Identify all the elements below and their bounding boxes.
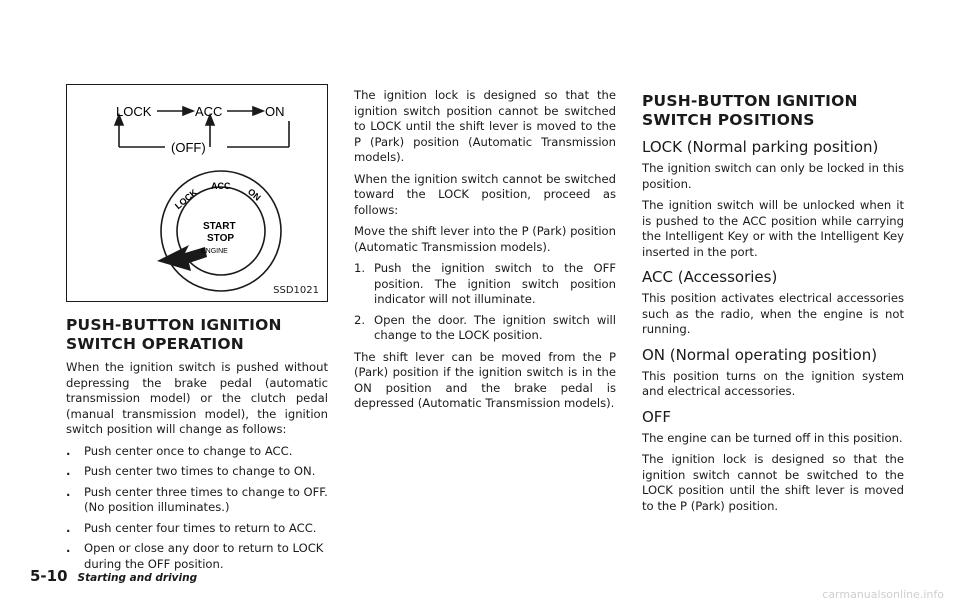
shift-lever-paragraph: The shift lever can be moved from the P (Park) position if the ignition switch is in the ON position and the brake pedal is depressed (Automatic Transmission models). [354, 349, 616, 410]
knob-acc: ACC [211, 181, 231, 191]
lock-heading: LOCK (Normal parking position) [642, 138, 879, 156]
label-acc: ACC [195, 104, 223, 119]
column-right [642, 92, 904, 520]
bullet-item: . Push center two times to change to ON. [66, 464, 316, 478]
operation-bullets [66, 444, 328, 573]
section-name: Starting and driving [77, 572, 198, 584]
label-lock: LOCK [116, 104, 152, 119]
ignition-figure [66, 84, 328, 302]
label-on: ON [265, 104, 285, 119]
watermark: carmanualsonline.info [822, 588, 944, 601]
move-shift-paragraph: Move the shift lever into the P (Park) position (Automatic Transmission models). [354, 224, 616, 254]
lock-design-paragraph: The ignition lock is designed so that the ignition switch position cannot be switched to LOCK until the shift lever is moved to the P (Park) position (Automatic Transmission models). [354, 88, 616, 164]
off-paragraph-1: The engine can be turned off in this position. [642, 430, 903, 445]
cannot-switch-paragraph: When the ignition switch cannot be switched toward the LOCK position, proceed as follows: [354, 171, 616, 217]
procedure-steps [354, 261, 616, 344]
figure-code: SSD1021 [273, 285, 319, 296]
column-left [66, 84, 328, 577]
label-off: (OFF) [171, 140, 206, 155]
step-item: 1. Push the ignition switch to the OFF position. The ignition switch position indicator will not illuminate. [354, 261, 616, 306]
knob-engine: ENGINE [201, 248, 228, 255]
lock-paragraph-2: The ignition switch will be unlocked when it is pushed to the ACC position while carrying the Intelligent Key or with the Intelligent Key inserted in the port. [642, 198, 904, 259]
operation-heading: PUSH-BUTTON IGNITION SWITCH OPERATION [66, 316, 282, 353]
page-footer [30, 567, 197, 585]
bullet-item: . Push center four times to return to ACC. [66, 520, 317, 535]
acc-heading: ACC (Accessories) [642, 268, 778, 286]
operation-intro: When the ignition switch is pushed without depressing the brake pedal (automatic transmission model) or the clutch pedal (manual transmission model), the ignition switch position will change as follows: [66, 360, 328, 436]
bullet-item: . Push center once to change to ACC. [66, 443, 293, 458]
on-heading: ON (Normal operating position) [642, 345, 878, 364]
off-heading: OFF [642, 407, 672, 426]
lock-paragraph-1: The ignition switch can only be locked in this position. [642, 161, 904, 191]
acc-paragraph: This position activates electrical accessories such as the radio, when the engine is not running. [642, 291, 904, 336]
knob-stop: STOP [207, 233, 235, 244]
column-middle [354, 88, 616, 418]
ignition-diagram [67, 85, 327, 301]
positions-heading: PUSH-BUTTON IGNITION SWITCH POSITIONS [642, 92, 858, 129]
off-paragraph-2: The ignition lock is designed so that the ignition switch cannot be switched to the LOCK position until the shift lever is moved to the P (Park) position. [642, 452, 904, 513]
on-paragraph: This position turns on the ignition system and electrical accessories. [642, 368, 904, 398]
step-item: 2. Open the door. The ignition switch will change to the LOCK position. [354, 312, 616, 342]
knob-on: ON [245, 186, 263, 203]
bullet-item: . Open or close any door to return to LOCK during the OFF position. [66, 541, 324, 571]
bullet-item: . Push center three times to change to OFF. (No position illuminates.) [66, 484, 328, 514]
knob-lock: LOCK [173, 187, 199, 212]
page-number: 5-10 [30, 567, 68, 585]
knob-start: START [203, 221, 236, 232]
